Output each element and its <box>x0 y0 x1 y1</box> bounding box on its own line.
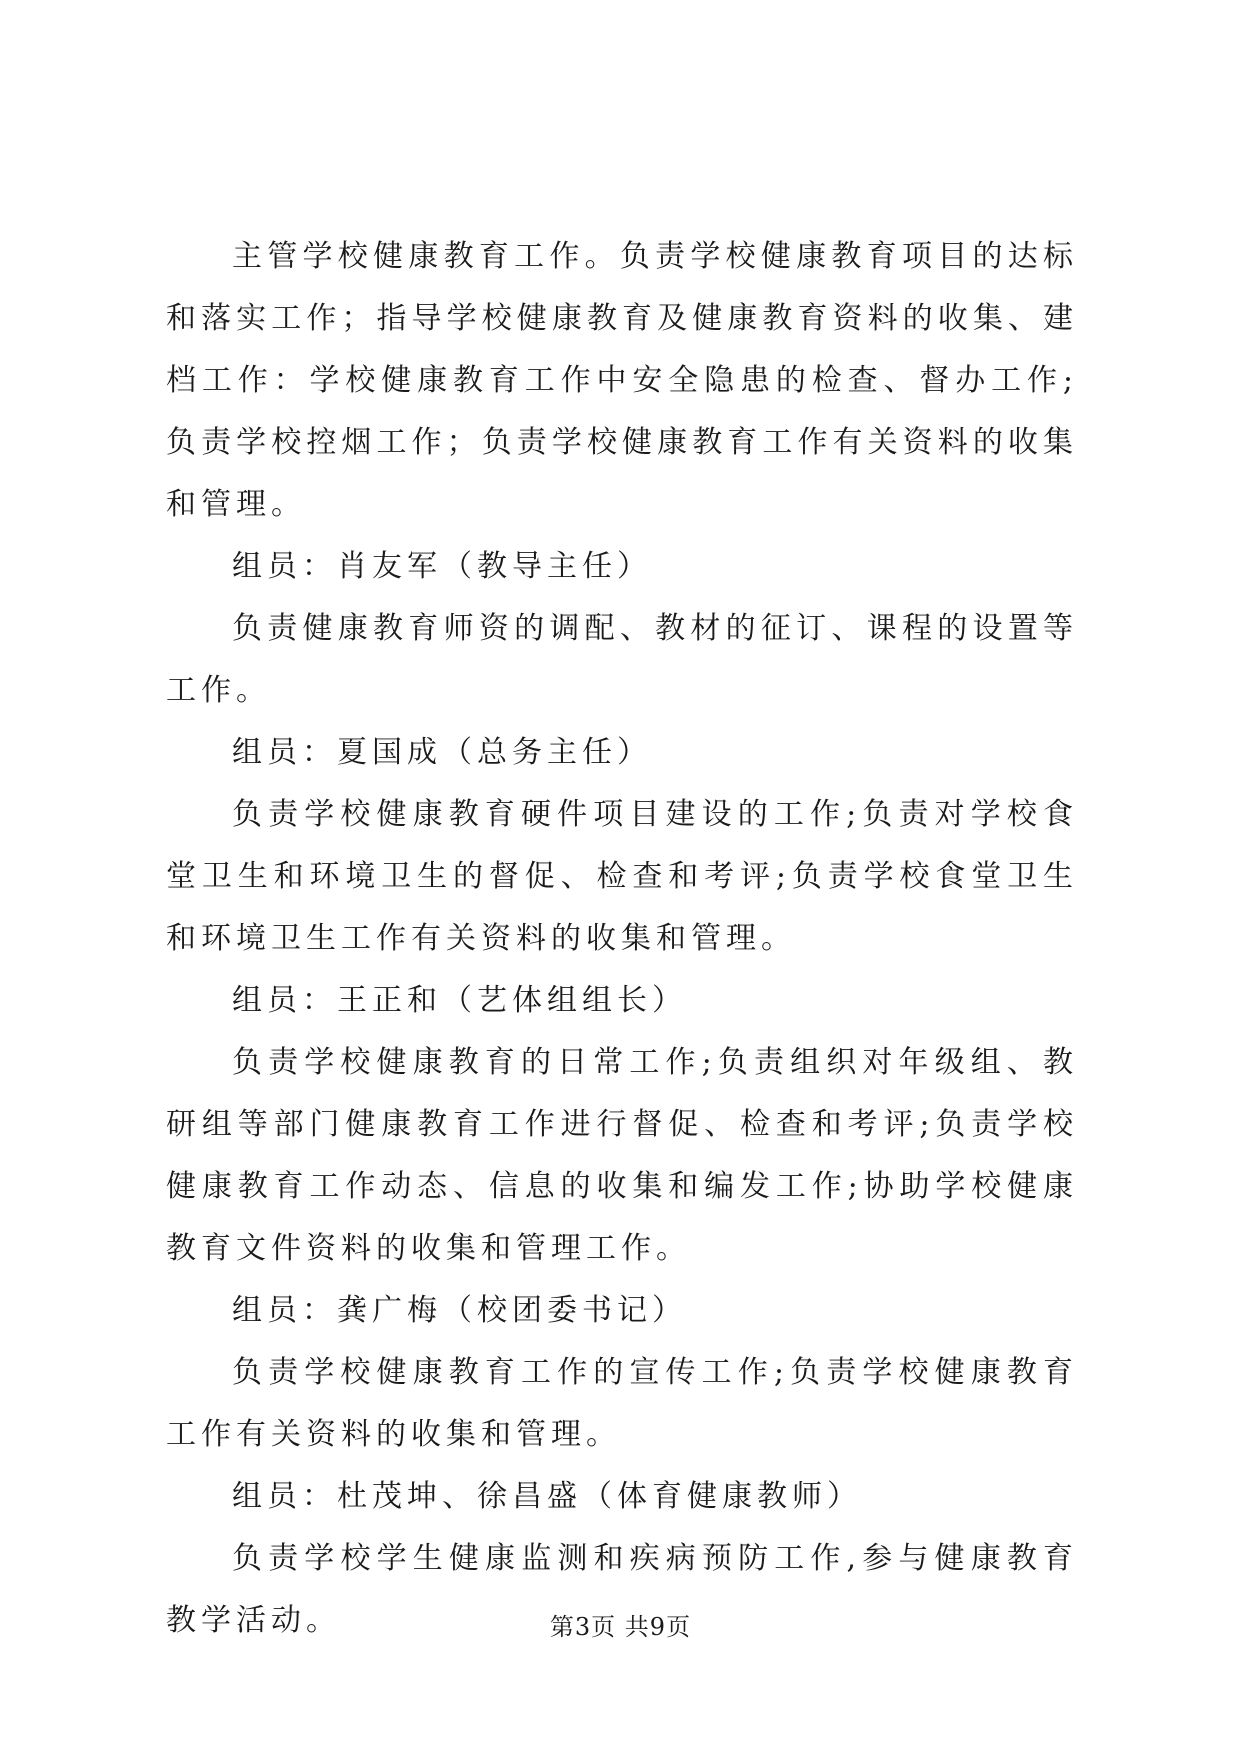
paragraph-duties-gong: 负责学校健康教育工作的宣传工作;负责学校健康教育工作有关资料的收集和管理。 <box>166 1355 1078 1452</box>
paragraph-duties-lead: 主管学校健康教育工作。负责学校健康教育项目的达标和落实工作；指导学校健康教育及健康教育资料的收集、建档工作：学校健康教育工作中安全隐患的检查、督办工作;负责学校控烟工作；负责学校健康教育工作有关资料的收集和管理。 <box>166 239 1078 522</box>
member-heading-xiao: 组员：肖友军（教导主任） <box>232 549 652 584</box>
member-heading-wang: 组员：王正和（艺体组组长） <box>232 983 687 1018</box>
paragraph-duties-xia: 负责学校健康教育硬件项目建设的工作;负责对学校食堂卫生和环境卫生的督促、检查和考评;负责学校食堂卫生和环境卫生工作有关资料的收集和管理。 <box>166 797 1078 956</box>
page-footer: 第3页 共9页 <box>549 1613 692 1641</box>
paragraph-duties-du-xu: 负责学校学生健康监测和疾病预防工作,参与健康教育教学活动。 <box>166 1541 1078 1638</box>
member-heading-du-xu: 组员：杜茂坤、徐昌盛（体育健康教师） <box>232 1479 862 1514</box>
paragraph-duties-wang: 负责学校健康教育的日常工作;负责组织对年级组、教研组等部门健康教育工作进行督促、检查和考评;负责学校健康教育工作动态、信息的收集和编发工作;协助学校健康教育文件资料的收集和管理工作。 <box>166 1045 1078 1266</box>
paragraph-duties-xiao: 负责健康教育师资的调配、教材的征订、课程的设置等工作。 <box>166 611 1078 708</box>
member-heading-gong: 组员：龚广梅（校团委书记） <box>232 1293 687 1328</box>
document-body <box>166 226 1078 1652</box>
member-heading-xia: 组员：夏国成（总务主任） <box>232 735 652 770</box>
